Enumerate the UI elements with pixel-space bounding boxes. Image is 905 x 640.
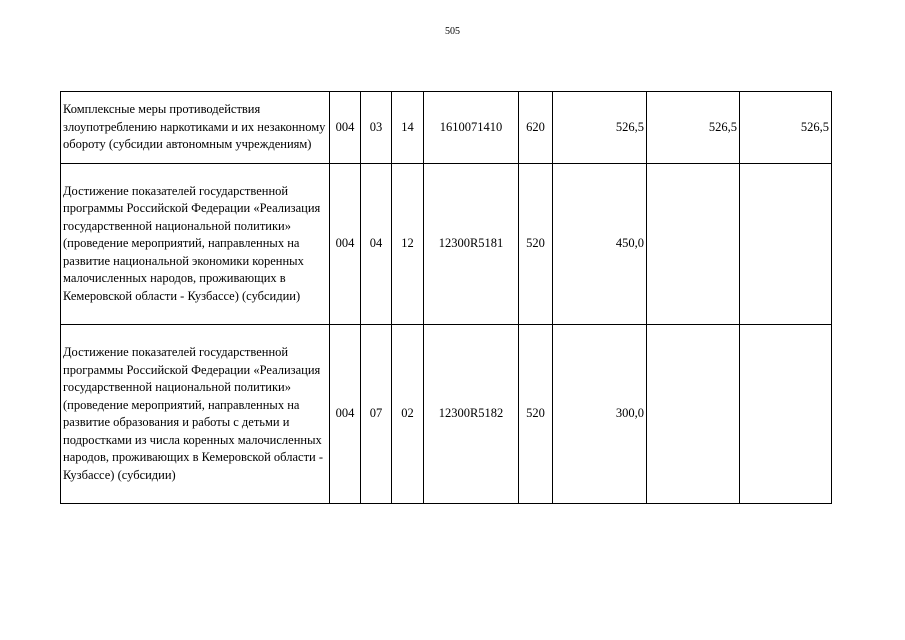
- amount-3-cell: 526,5: [740, 92, 832, 164]
- expense-type-cell: 520: [519, 164, 553, 325]
- amount-2-cell: 526,5: [647, 92, 740, 164]
- section-code-cell: 04: [361, 164, 392, 325]
- ministry-code-cell: 004: [330, 164, 361, 325]
- ministry-code-cell: 004: [330, 325, 361, 504]
- subsection-code-cell: 12: [392, 164, 424, 325]
- amount-3-cell: [740, 164, 832, 325]
- target-article-cell: 1610071410: [424, 92, 519, 164]
- expense-type-cell: 520: [519, 325, 553, 504]
- amount-1-cell: 450,0: [553, 164, 647, 325]
- expense-type-cell: 620: [519, 92, 553, 164]
- target-article-cell: 12300R5182: [424, 325, 519, 504]
- subsection-code-cell: 14: [392, 92, 424, 164]
- section-code-cell: 07: [361, 325, 392, 504]
- row-name-cell: Достижение показателей государственной программы Российской Федерации «Реализация государственной национальной политики» (проведение мероприятий, направленных на развитие национальной экономики коренных малочисленных народов, проживающих в Кемеровской области - Кузбассе) (субсидии): [61, 164, 330, 325]
- amount-3-cell: [740, 325, 832, 504]
- page-number: 505: [445, 26, 460, 37]
- target-article-cell: 12300R5181: [424, 164, 519, 325]
- amount-1-cell: 300,0: [553, 325, 647, 504]
- row-name-cell: Достижение показателей государственной программы Российской Федерации «Реализация государственной национальной политики» (проведение мероприятий, направленных на развитие образования и работы с детьми и подростками из числа коренных малочисленных народов, проживающих в Кемеровской области - Кузбассе) (субсидии): [61, 325, 330, 504]
- table-row: [61, 325, 832, 504]
- section-code-cell: 03: [361, 92, 392, 164]
- budget-table: [60, 91, 832, 504]
- amount-2-cell: [647, 325, 740, 504]
- table-row: [61, 164, 832, 325]
- subsection-code-cell: 02: [392, 325, 424, 504]
- ministry-code-cell: 004: [330, 92, 361, 164]
- amount-1-cell: 526,5: [553, 92, 647, 164]
- table-row: [61, 92, 832, 164]
- amount-2-cell: [647, 164, 740, 325]
- row-name-cell: Комплексные меры противодействия злоупотреблению наркотиками и их незаконному обороту (субсидии автономным учреждениям): [61, 92, 330, 164]
